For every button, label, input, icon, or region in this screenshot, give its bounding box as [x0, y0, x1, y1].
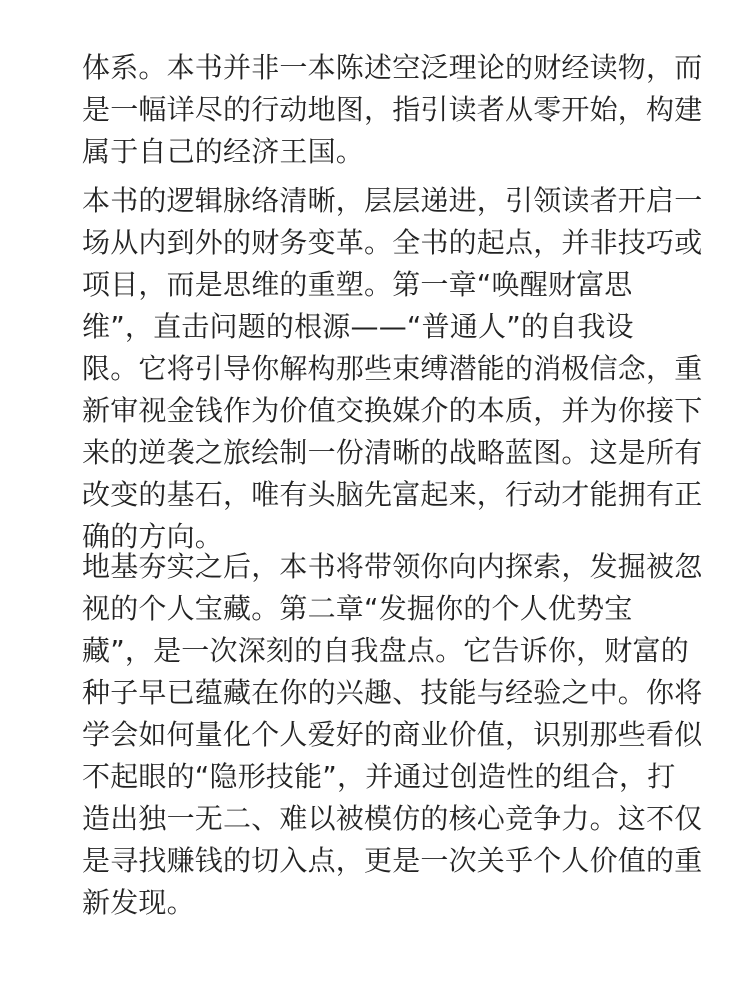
- text-line: 造出独一无二、难以被模仿的核心竞争力。这不仅: [82, 802, 703, 835]
- text-line: 本书的逻辑脉络清晰，层层递进，引领读者开启一: [82, 184, 703, 217]
- text-line: 种子早已蕴藏在你的兴趣、技能与经验之中。你将: [82, 676, 703, 709]
- paragraph-3: [82, 546, 703, 924]
- text-line: 改变的基石，唯有头脑先富起来，行动才能拥有正: [82, 478, 703, 511]
- text-line: 新审视金钱作为价值交换媒介的本质，并为你接下: [82, 394, 703, 427]
- text-line: 确的方向。: [82, 520, 224, 553]
- text-line: 项目，而是思维的重塑。第一章“唤醒财富思: [82, 268, 633, 301]
- text-line: 维”，直击问题的根源——“普通人”的自我设: [82, 310, 634, 343]
- text-line: 不起眼的“隐形技能”，并通过创造性的组合，打: [82, 760, 676, 793]
- text-line: 地基夯实之后，本书将带领你向内探索，发掘被忽: [82, 550, 703, 583]
- text-line: 来的逆袭之旅绘制一份清晰的战略蓝图。这是所有: [82, 436, 703, 469]
- text-line: 学会如何量化个人爱好的商业价值，识别那些看似: [82, 718, 703, 751]
- text-line: 是一幅详尽的行动地图，指引读者从零开始，构建: [82, 93, 703, 126]
- text-line: 藏”，是一次深刻的自我盘点。它告诉你，财富的: [82, 634, 689, 667]
- text-line: 属于自己的经济王国。: [82, 135, 365, 168]
- text-line: 视的个人宝藏。第二章“发掘你的个人优势宝: [82, 592, 633, 625]
- paragraph-1: [82, 47, 703, 173]
- text-line: 场从内到外的财务变革。全书的起点，并非技巧或: [82, 226, 703, 259]
- text-line: 是寻找赚钱的切入点，更是一次关乎个人价值的重: [82, 844, 703, 877]
- text-line: 新发现。: [82, 886, 195, 919]
- paragraph-2: [82, 180, 703, 558]
- text-line: 限。它将引导你解构那些束缚潜能的消极信念，重: [82, 352, 703, 385]
- text-line: 体系。本书并非一本陈述空泛理论的财经读物，而: [82, 51, 703, 84]
